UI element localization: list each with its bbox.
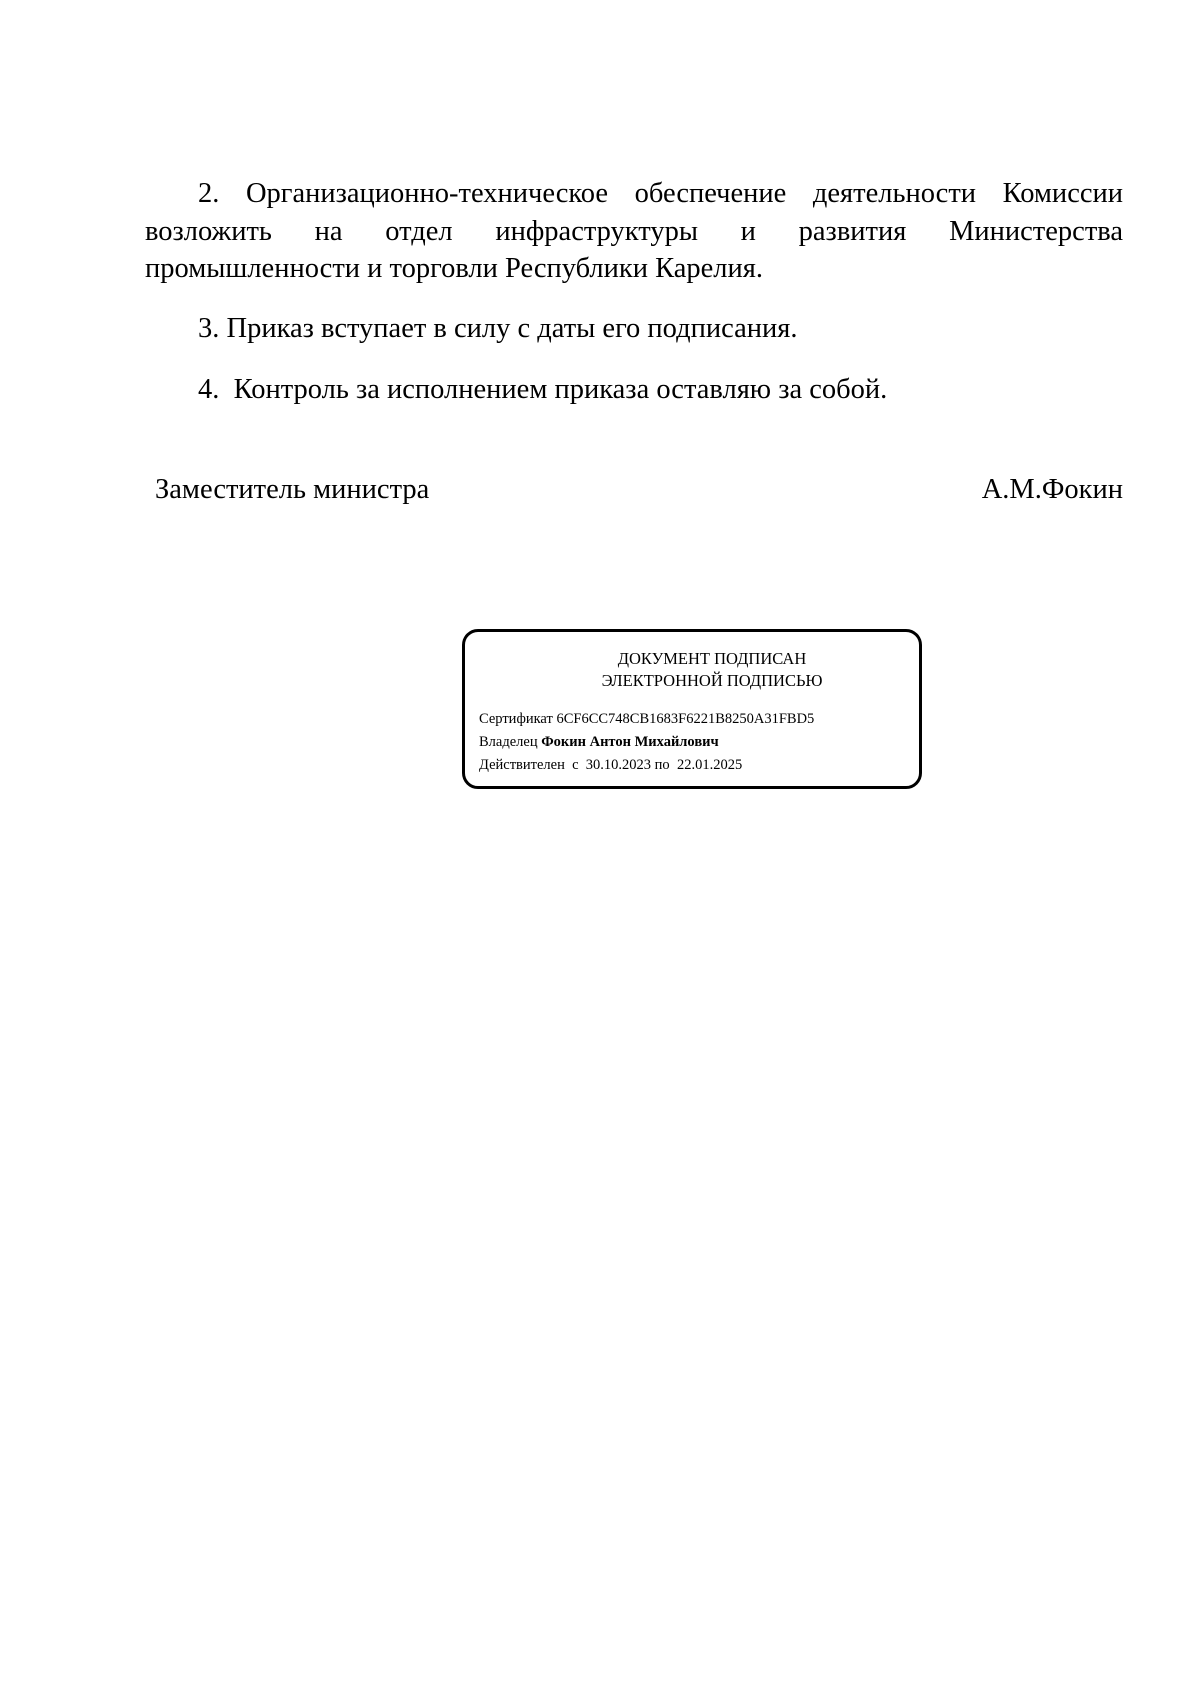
stamp-certificate: Сертификат 6CF6CC748CB1683F6221B8250A31FBD5 [479, 711, 815, 727]
electronic-signature-stamp [462, 629, 922, 789]
paragraph-3: 3. Приказ вступает в силу с даты его подписания. [198, 313, 798, 344]
paragraph-4: 4. Контроль за исполнением приказа оставляю за собой. [198, 374, 888, 405]
stamp-title-line1: ДОКУМЕНТ ПОДПИСАН [617, 649, 807, 668]
stamp-owner: Владелец Фокин Антон Михайлович [479, 734, 719, 750]
stamp-validity: Действителен с 30.10.2023 по 22.01.2025 [479, 757, 743, 773]
signatory-name: А.М.Фокин [981, 474, 1123, 505]
signatory-position: Заместитель министра [155, 474, 430, 505]
stamp-title-line2: ЭЛЕКТРОННОЙ ПОДПИСЬЮ [601, 671, 823, 690]
paragraph-2: 2. Организационно-техническое обеспечение деятельности Комиссии возложить на отдел инфраструктуры и развития Министерства промышленности и торговли Республики Карелия. [145, 178, 1123, 284]
